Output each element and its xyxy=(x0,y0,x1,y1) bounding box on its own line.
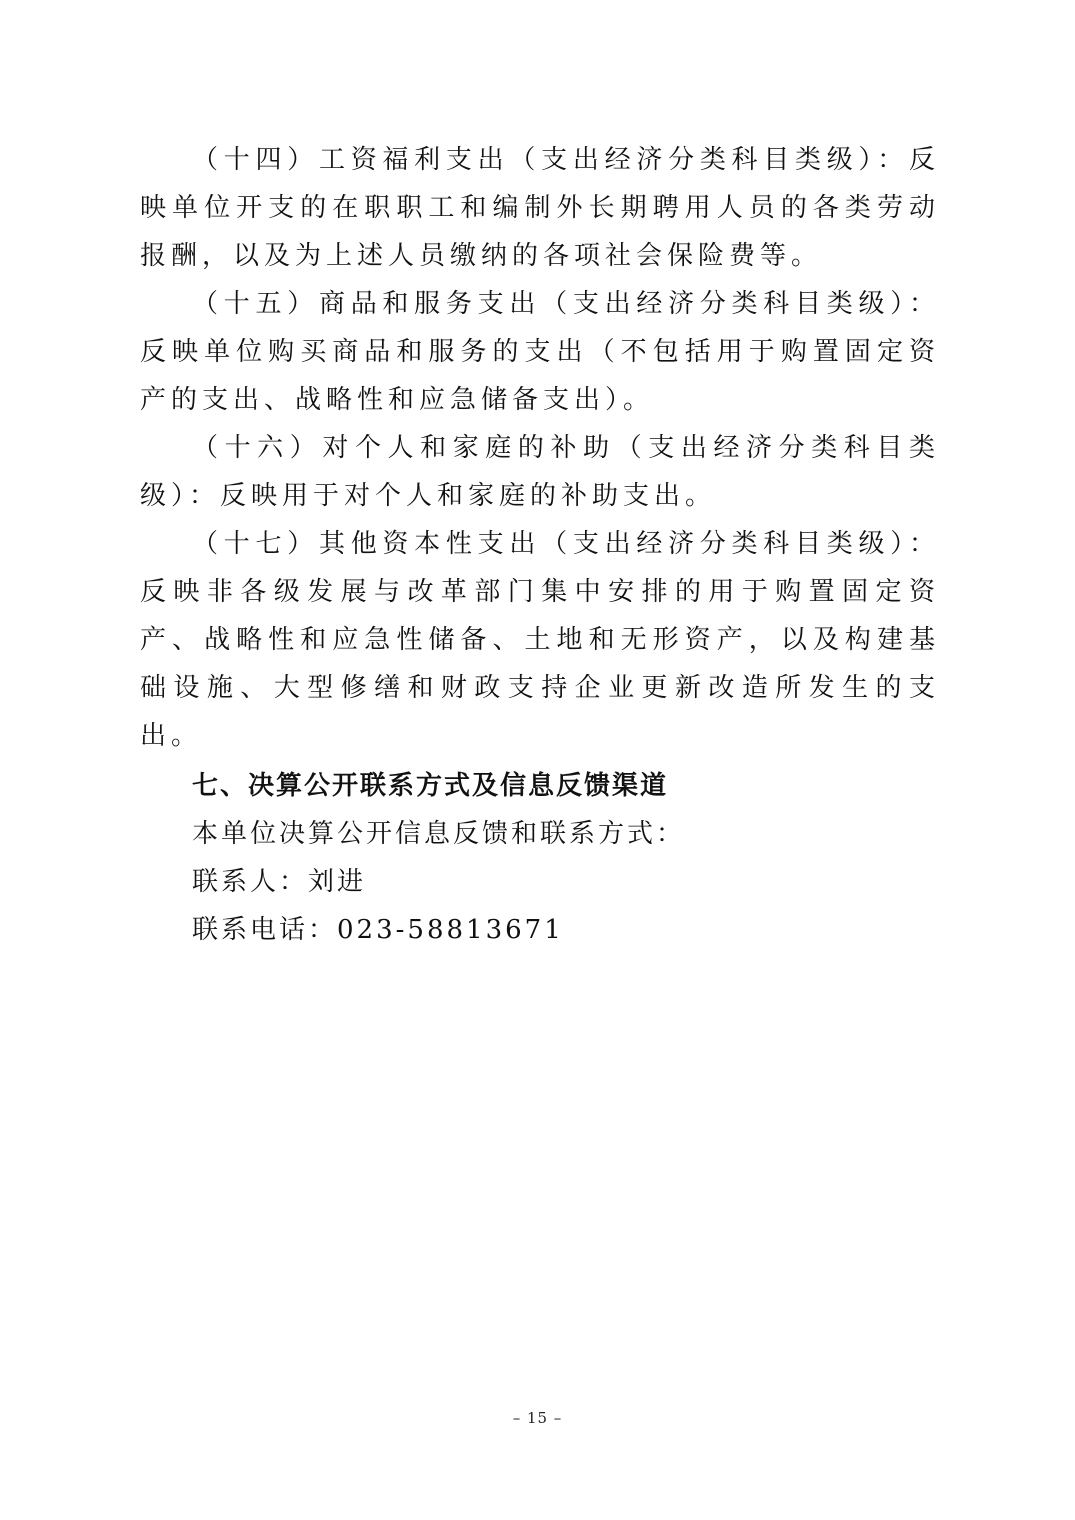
contact-person: 联系人：刘进 xyxy=(192,867,367,897)
section-heading-contact: 七、决算公开联系方式及信息反馈渠道 xyxy=(192,771,669,801)
contact-phone: 联系电话：023-58813671 xyxy=(192,915,564,945)
page-number: – 15 – xyxy=(512,1409,563,1427)
paragraph-household-subsidy: （十六）对个人和家庭的补助（支出经济分类科目类级）：反映用于对个人和家庭的补助支出。 xyxy=(140,433,940,511)
paragraph-wage-welfare: （十四）工资福利支出（支出经济分类科目类级）：反映单位开支的在职职工和编制外长期聘用人员的各类劳动报酬，以及为上述人员缴纳的各项社会保险费等。 xyxy=(140,145,940,271)
document-body xyxy=(140,136,940,954)
paragraph-other-capital: （十七）其他资本性支出（支出经济分类科目类级）：反映非各级发展与改革部门集中安排的用于购置固定资产、战略性和应急性储备、土地和无形资产，以及构建基础设施、大型修缮和财政支持企业更新改造所发生的支出。 xyxy=(140,529,940,751)
contact-intro: 本单位决算公开信息反馈和联系方式： xyxy=(192,819,686,849)
paragraph-goods-services: （十五）商品和服务支出（支出经济分类科目类级）：反映单位购买商品和服务的支出（不包括用于购置固定资产的支出、战略性和应急储备支出）。 xyxy=(140,289,940,415)
